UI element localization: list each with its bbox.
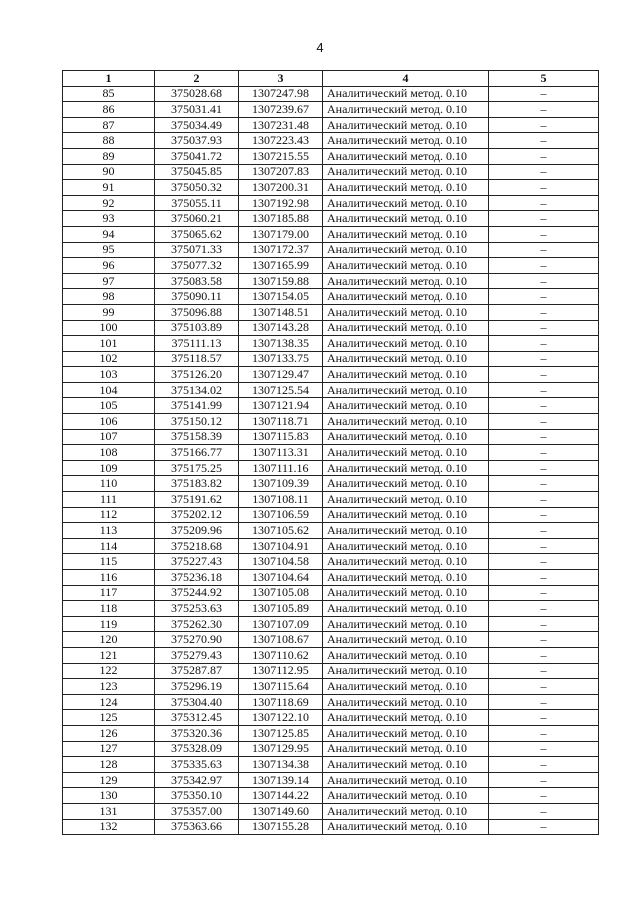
description-cell: –	[489, 757, 599, 773]
y-coordinate-cell: 1307223.43	[239, 133, 323, 149]
table-row	[63, 725, 599, 741]
table-row	[63, 616, 599, 632]
point-number-cell: 86	[63, 102, 155, 118]
method-cell: Аналитический метод. 0.10	[323, 445, 489, 461]
point-number-cell: 97	[63, 273, 155, 289]
method-cell: Аналитический метод. 0.10	[323, 632, 489, 648]
point-number-cell: 104	[63, 382, 155, 398]
y-coordinate-cell: 1307104.58	[239, 554, 323, 570]
x-coordinate-cell: 375320.36	[155, 725, 239, 741]
x-coordinate-cell: 375218.68	[155, 538, 239, 554]
y-coordinate-cell: 1307104.64	[239, 570, 323, 586]
point-number-cell: 111	[63, 492, 155, 508]
method-cell: Аналитический метод. 0.10	[323, 211, 489, 227]
point-number-cell: 110	[63, 476, 155, 492]
y-coordinate-cell: 1307200.31	[239, 180, 323, 196]
method-cell: Аналитический метод. 0.10	[323, 273, 489, 289]
description-cell: –	[489, 180, 599, 196]
x-coordinate-cell: 375118.57	[155, 351, 239, 367]
y-coordinate-cell: 1307125.54	[239, 382, 323, 398]
description-cell: –	[489, 367, 599, 383]
x-coordinate-cell: 375041.72	[155, 148, 239, 164]
method-cell: Аналитический метод. 0.10	[323, 180, 489, 196]
y-coordinate-cell: 1307172.37	[239, 242, 323, 258]
x-coordinate-cell: 375312.45	[155, 710, 239, 726]
table-row	[63, 102, 599, 118]
point-number-cell: 117	[63, 585, 155, 601]
table-row	[63, 273, 599, 289]
table-row	[63, 148, 599, 164]
table-row	[63, 133, 599, 149]
table-body	[63, 86, 599, 835]
description-cell: –	[489, 772, 599, 788]
point-number-cell: 129	[63, 772, 155, 788]
y-coordinate-cell: 1307118.71	[239, 414, 323, 430]
y-coordinate-cell: 1307192.98	[239, 195, 323, 211]
method-cell: Аналитический метод. 0.10	[323, 725, 489, 741]
description-cell: –	[489, 679, 599, 695]
table-row	[63, 226, 599, 242]
description-cell: –	[489, 226, 599, 242]
method-cell: Аналитический метод. 0.10	[323, 102, 489, 118]
y-coordinate-cell: 1307129.47	[239, 367, 323, 383]
table-row	[63, 647, 599, 663]
table-row	[63, 445, 599, 461]
page-number: 4	[316, 40, 324, 55]
point-number-cell: 113	[63, 523, 155, 539]
description-cell: –	[489, 725, 599, 741]
table-row	[63, 632, 599, 648]
method-cell: Аналитический метод. 0.10	[323, 336, 489, 352]
table-row	[63, 663, 599, 679]
table-row	[63, 258, 599, 274]
table-row	[63, 367, 599, 383]
x-coordinate-cell: 375304.40	[155, 694, 239, 710]
point-number-cell: 126	[63, 725, 155, 741]
table-row	[63, 164, 599, 180]
x-coordinate-cell: 375183.82	[155, 476, 239, 492]
description-cell: –	[489, 616, 599, 632]
table-row	[63, 304, 599, 320]
x-coordinate-cell: 375287.87	[155, 663, 239, 679]
x-coordinate-cell: 375065.62	[155, 226, 239, 242]
point-number-cell: 96	[63, 258, 155, 274]
y-coordinate-cell: 1307165.99	[239, 258, 323, 274]
method-cell: Аналитический метод. 0.10	[323, 86, 489, 102]
description-cell: –	[489, 507, 599, 523]
point-number-cell: 116	[63, 570, 155, 586]
table-row	[63, 710, 599, 726]
method-cell: Аналитический метод. 0.10	[323, 788, 489, 804]
x-coordinate-cell: 375202.12	[155, 507, 239, 523]
description-cell: –	[489, 195, 599, 211]
method-cell: Аналитический метод. 0.10	[323, 476, 489, 492]
description-cell: –	[489, 788, 599, 804]
description-cell: –	[489, 414, 599, 430]
y-coordinate-cell: 1307105.62	[239, 523, 323, 539]
description-cell: –	[489, 382, 599, 398]
point-number-cell: 101	[63, 336, 155, 352]
method-cell: Аналитический метод. 0.10	[323, 304, 489, 320]
table-row	[63, 398, 599, 414]
description-cell: –	[489, 351, 599, 367]
x-coordinate-cell: 375055.11	[155, 195, 239, 211]
description-cell: –	[489, 585, 599, 601]
point-number-cell: 108	[63, 445, 155, 461]
y-coordinate-cell: 1307115.83	[239, 429, 323, 445]
x-coordinate-cell: 375227.43	[155, 554, 239, 570]
x-coordinate-cell: 375037.93	[155, 133, 239, 149]
method-cell: Аналитический метод. 0.10	[323, 226, 489, 242]
x-coordinate-cell: 375191.62	[155, 492, 239, 508]
table-row	[63, 819, 599, 835]
point-number-cell: 89	[63, 148, 155, 164]
point-number-cell: 98	[63, 289, 155, 305]
table-row	[63, 601, 599, 617]
y-coordinate-cell: 1307207.83	[239, 164, 323, 180]
description-cell: –	[489, 570, 599, 586]
method-cell: Аналитический метод. 0.10	[323, 429, 489, 445]
x-coordinate-cell: 375342.97	[155, 772, 239, 788]
y-coordinate-cell: 1307122.10	[239, 710, 323, 726]
table-row	[63, 772, 599, 788]
method-cell: Аналитический метод. 0.10	[323, 164, 489, 180]
point-number-cell: 130	[63, 788, 155, 804]
y-coordinate-cell: 1307139.14	[239, 772, 323, 788]
description-cell: –	[489, 476, 599, 492]
table-row	[63, 757, 599, 773]
point-number-cell: 120	[63, 632, 155, 648]
method-cell: Аналитический метод. 0.10	[323, 398, 489, 414]
table-row	[63, 523, 599, 539]
x-coordinate-cell: 375335.63	[155, 757, 239, 773]
description-cell: –	[489, 819, 599, 835]
table-row	[63, 382, 599, 398]
table-row	[63, 429, 599, 445]
description-cell: –	[489, 710, 599, 726]
y-coordinate-cell: 1307115.64	[239, 679, 323, 695]
method-cell: Аналитический метод. 0.10	[323, 148, 489, 164]
table-row	[63, 476, 599, 492]
y-coordinate-cell: 1307185.88	[239, 211, 323, 227]
point-number-cell: 118	[63, 601, 155, 617]
method-cell: Аналитический метод. 0.10	[323, 523, 489, 539]
description-cell: –	[489, 336, 599, 352]
y-coordinate-cell: 1307129.95	[239, 741, 323, 757]
method-cell: Аналитический метод. 0.10	[323, 616, 489, 632]
description-cell: –	[489, 445, 599, 461]
y-coordinate-cell: 1307144.22	[239, 788, 323, 804]
method-cell: Аналитический метод. 0.10	[323, 819, 489, 835]
method-cell: Аналитический метод. 0.10	[323, 647, 489, 663]
point-number-cell: 115	[63, 554, 155, 570]
point-number-cell: 100	[63, 320, 155, 336]
point-number-cell: 122	[63, 663, 155, 679]
table-row	[63, 336, 599, 352]
description-cell: –	[489, 289, 599, 305]
description-cell: –	[489, 694, 599, 710]
method-cell: Аналитический метод. 0.10	[323, 803, 489, 819]
x-coordinate-cell: 375166.77	[155, 445, 239, 461]
y-coordinate-cell: 1307148.51	[239, 304, 323, 320]
y-coordinate-cell: 1307179.00	[239, 226, 323, 242]
x-coordinate-cell: 375262.30	[155, 616, 239, 632]
x-coordinate-cell: 375050.32	[155, 180, 239, 196]
point-number-cell: 91	[63, 180, 155, 196]
method-cell: Аналитический метод. 0.10	[323, 382, 489, 398]
y-coordinate-cell: 1307105.08	[239, 585, 323, 601]
method-cell: Аналитический метод. 0.10	[323, 289, 489, 305]
point-number-cell: 107	[63, 429, 155, 445]
x-coordinate-cell: 375071.33	[155, 242, 239, 258]
x-coordinate-cell: 375045.85	[155, 164, 239, 180]
header-y-coordinate: 3	[239, 71, 323, 87]
table-row	[63, 570, 599, 586]
point-number-cell: 132	[63, 819, 155, 835]
x-coordinate-cell: 375134.02	[155, 382, 239, 398]
table-row	[63, 117, 599, 133]
method-cell: Аналитический метод. 0.10	[323, 570, 489, 586]
x-coordinate-cell: 375236.18	[155, 570, 239, 586]
point-number-cell: 121	[63, 647, 155, 663]
description-cell: –	[489, 398, 599, 414]
description-cell: –	[489, 273, 599, 289]
point-number-cell: 87	[63, 117, 155, 133]
point-number-cell: 93	[63, 211, 155, 227]
y-coordinate-cell: 1307215.55	[239, 148, 323, 164]
y-coordinate-cell: 1307112.95	[239, 663, 323, 679]
method-cell: Аналитический метод. 0.10	[323, 757, 489, 773]
description-cell: –	[489, 320, 599, 336]
description-cell: –	[489, 117, 599, 133]
method-cell: Аналитический метод. 0.10	[323, 460, 489, 476]
x-coordinate-cell: 375111.13	[155, 336, 239, 352]
method-cell: Аналитический метод. 0.10	[323, 694, 489, 710]
table-row	[63, 289, 599, 305]
x-coordinate-cell: 375077.32	[155, 258, 239, 274]
description-cell: –	[489, 632, 599, 648]
x-coordinate-cell: 375357.00	[155, 803, 239, 819]
description-cell: –	[489, 133, 599, 149]
x-coordinate-cell: 375175.25	[155, 460, 239, 476]
method-cell: Аналитический метод. 0.10	[323, 351, 489, 367]
method-cell: Аналитический метод. 0.10	[323, 117, 489, 133]
point-number-cell: 99	[63, 304, 155, 320]
description-cell: –	[489, 211, 599, 227]
y-coordinate-cell: 1307105.89	[239, 601, 323, 617]
y-coordinate-cell: 1307231.48	[239, 117, 323, 133]
x-coordinate-cell: 375279.43	[155, 647, 239, 663]
point-number-cell: 95	[63, 242, 155, 258]
table-row	[63, 788, 599, 804]
x-coordinate-cell: 375103.89	[155, 320, 239, 336]
table-row	[63, 414, 599, 430]
header-method: 4	[323, 71, 489, 87]
description-cell: –	[489, 601, 599, 617]
table-row	[63, 242, 599, 258]
x-coordinate-cell: 375158.39	[155, 429, 239, 445]
method-cell: Аналитический метод. 0.10	[323, 741, 489, 757]
y-coordinate-cell: 1307125.85	[239, 725, 323, 741]
point-number-cell: 109	[63, 460, 155, 476]
point-number-cell: 119	[63, 616, 155, 632]
x-coordinate-cell: 375034.49	[155, 117, 239, 133]
description-cell: –	[489, 538, 599, 554]
y-coordinate-cell: 1307106.59	[239, 507, 323, 523]
table-row	[63, 460, 599, 476]
description-cell: –	[489, 803, 599, 819]
point-number-cell: 88	[63, 133, 155, 149]
method-cell: Аналитический метод. 0.10	[323, 663, 489, 679]
header-description: 5	[489, 71, 599, 87]
method-cell: Аналитический метод. 0.10	[323, 585, 489, 601]
table-header	[63, 71, 599, 87]
x-coordinate-cell: 375060.21	[155, 211, 239, 227]
description-cell: –	[489, 460, 599, 476]
method-cell: Аналитический метод. 0.10	[323, 772, 489, 788]
table-row	[63, 679, 599, 695]
y-coordinate-cell: 1307118.69	[239, 694, 323, 710]
point-number-cell: 114	[63, 538, 155, 554]
description-cell: –	[489, 258, 599, 274]
y-coordinate-cell: 1307149.60	[239, 803, 323, 819]
description-cell: –	[489, 102, 599, 118]
method-cell: Аналитический метод. 0.10	[323, 320, 489, 336]
method-cell: Аналитический метод. 0.10	[323, 507, 489, 523]
description-cell: –	[489, 86, 599, 102]
y-coordinate-cell: 1307138.35	[239, 336, 323, 352]
y-coordinate-cell: 1307154.05	[239, 289, 323, 305]
x-coordinate-cell: 375150.12	[155, 414, 239, 430]
table-row	[63, 351, 599, 367]
method-cell: Аналитический метод. 0.10	[323, 554, 489, 570]
table-row	[63, 585, 599, 601]
y-coordinate-cell: 1307247.98	[239, 86, 323, 102]
method-cell: Аналитический метод. 0.10	[323, 538, 489, 554]
x-coordinate-cell: 375209.96	[155, 523, 239, 539]
description-cell: –	[489, 492, 599, 508]
point-number-cell: 105	[63, 398, 155, 414]
x-coordinate-cell: 375244.92	[155, 585, 239, 601]
header-row	[63, 71, 599, 87]
header-point-number: 1	[63, 71, 155, 87]
y-coordinate-cell: 1307143.28	[239, 320, 323, 336]
coordinates-table	[62, 70, 599, 835]
point-number-cell: 112	[63, 507, 155, 523]
header-x-coordinate: 2	[155, 71, 239, 87]
y-coordinate-cell: 1307134.38	[239, 757, 323, 773]
method-cell: Аналитический метод. 0.10	[323, 492, 489, 508]
y-coordinate-cell: 1307155.28	[239, 819, 323, 835]
method-cell: Аналитический метод. 0.10	[323, 367, 489, 383]
description-cell: –	[489, 523, 599, 539]
x-coordinate-cell: 375031.41	[155, 102, 239, 118]
x-coordinate-cell: 375328.09	[155, 741, 239, 757]
method-cell: Аналитический метод. 0.10	[323, 414, 489, 430]
method-cell: Аналитический метод. 0.10	[323, 195, 489, 211]
description-cell: –	[489, 741, 599, 757]
description-cell: –	[489, 148, 599, 164]
table-row	[63, 554, 599, 570]
y-coordinate-cell: 1307239.67	[239, 102, 323, 118]
y-coordinate-cell: 1307133.75	[239, 351, 323, 367]
table-row	[63, 211, 599, 227]
x-coordinate-cell: 375126.20	[155, 367, 239, 383]
table-row	[63, 507, 599, 523]
x-coordinate-cell: 375253.63	[155, 601, 239, 617]
description-cell: –	[489, 164, 599, 180]
description-cell: –	[489, 554, 599, 570]
x-coordinate-cell: 375270.90	[155, 632, 239, 648]
point-number-cell: 85	[63, 86, 155, 102]
y-coordinate-cell: 1307108.67	[239, 632, 323, 648]
x-coordinate-cell: 375090.11	[155, 289, 239, 305]
method-cell: Аналитический метод. 0.10	[323, 679, 489, 695]
table-row	[63, 180, 599, 196]
method-cell: Аналитический метод. 0.10	[323, 258, 489, 274]
point-number-cell: 123	[63, 679, 155, 695]
x-coordinate-cell: 375296.19	[155, 679, 239, 695]
x-coordinate-cell: 375350.10	[155, 788, 239, 804]
table-row	[63, 86, 599, 102]
point-number-cell: 131	[63, 803, 155, 819]
x-coordinate-cell: 375363.66	[155, 819, 239, 835]
y-coordinate-cell: 1307113.31	[239, 445, 323, 461]
y-coordinate-cell: 1307109.39	[239, 476, 323, 492]
method-cell: Аналитический метод. 0.10	[323, 601, 489, 617]
method-cell: Аналитический метод. 0.10	[323, 133, 489, 149]
table-row	[63, 195, 599, 211]
method-cell: Аналитический метод. 0.10	[323, 242, 489, 258]
description-cell: –	[489, 304, 599, 320]
point-number-cell: 102	[63, 351, 155, 367]
point-number-cell: 124	[63, 694, 155, 710]
point-number-cell: 125	[63, 710, 155, 726]
point-number-cell: 92	[63, 195, 155, 211]
table-row	[63, 694, 599, 710]
description-cell: –	[489, 242, 599, 258]
method-cell: Аналитический метод. 0.10	[323, 710, 489, 726]
description-cell: –	[489, 663, 599, 679]
x-coordinate-cell: 375141.99	[155, 398, 239, 414]
table-row	[63, 741, 599, 757]
y-coordinate-cell: 1307104.91	[239, 538, 323, 554]
table-row	[63, 492, 599, 508]
x-coordinate-cell: 375083.58	[155, 273, 239, 289]
y-coordinate-cell: 1307111.16	[239, 460, 323, 476]
point-number-cell: 94	[63, 226, 155, 242]
point-number-cell: 106	[63, 414, 155, 430]
table-row	[63, 320, 599, 336]
point-number-cell: 103	[63, 367, 155, 383]
y-coordinate-cell: 1307107.09	[239, 616, 323, 632]
table-row	[63, 538, 599, 554]
point-number-cell: 90	[63, 164, 155, 180]
y-coordinate-cell: 1307108.11	[239, 492, 323, 508]
point-number-cell: 128	[63, 757, 155, 773]
table-row	[63, 803, 599, 819]
y-coordinate-cell: 1307121.94	[239, 398, 323, 414]
y-coordinate-cell: 1307110.62	[239, 647, 323, 663]
description-cell: –	[489, 429, 599, 445]
x-coordinate-cell: 375096.88	[155, 304, 239, 320]
point-number-cell: 127	[63, 741, 155, 757]
description-cell: –	[489, 647, 599, 663]
x-coordinate-cell: 375028.68	[155, 86, 239, 102]
y-coordinate-cell: 1307159.88	[239, 273, 323, 289]
